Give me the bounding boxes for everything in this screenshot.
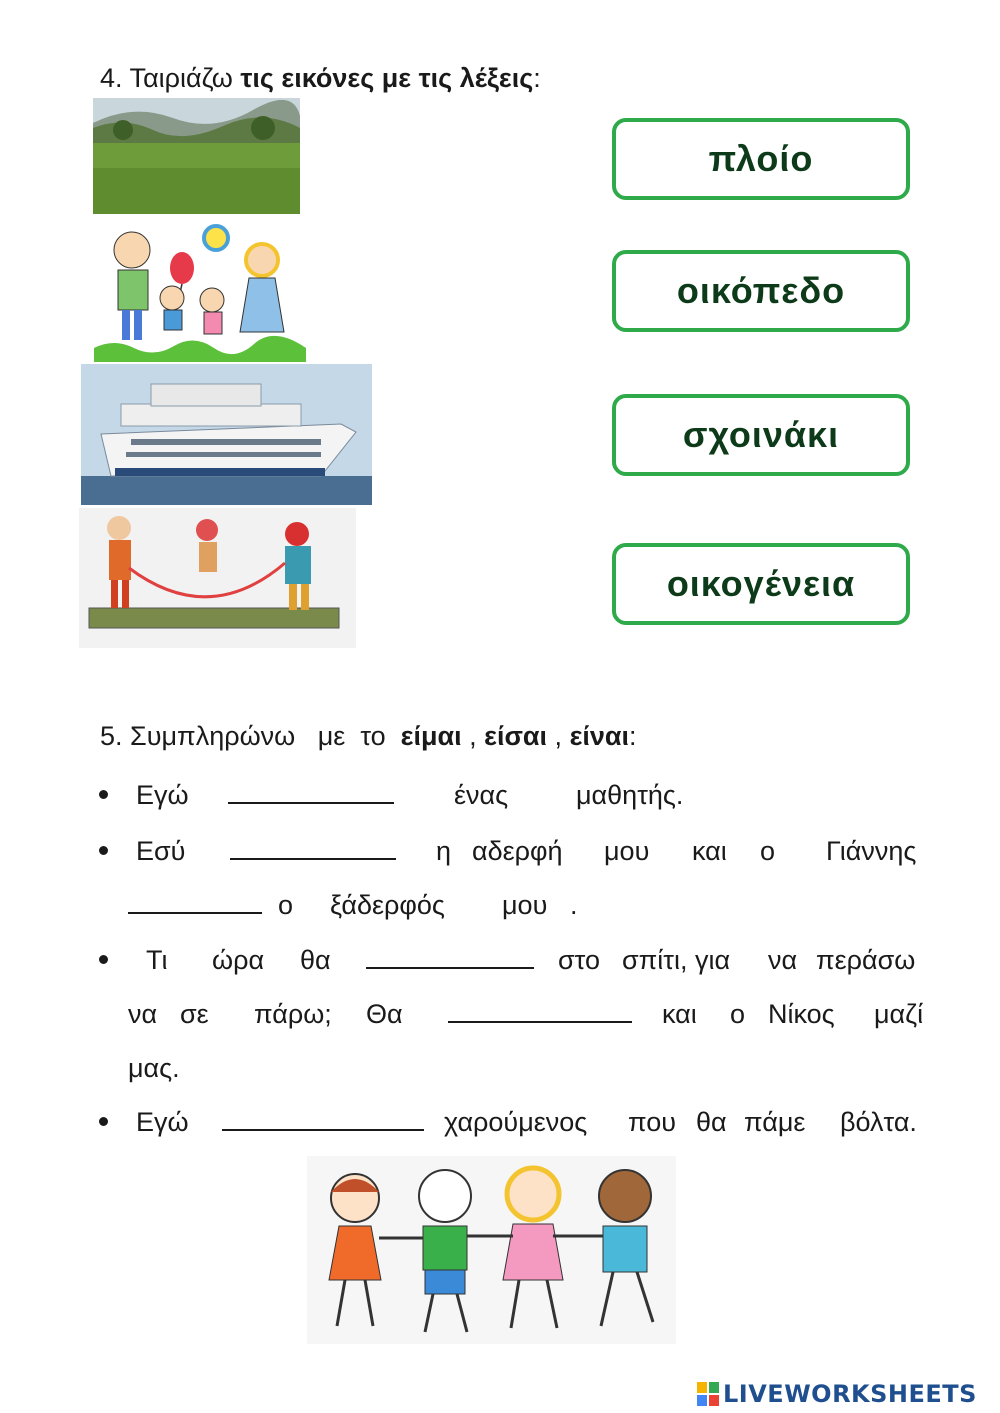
blank-6[interactable]	[222, 1105, 424, 1131]
liveworksheets-logo-icon	[697, 1382, 719, 1406]
exercise-4-bold-text: τις εικόνες με τις λέξεις	[240, 63, 534, 93]
exercise-5-text: Συμπληρώνω με το	[130, 721, 386, 751]
jump-rope-toy-photo[interactable]	[79, 508, 356, 648]
exercise-4-number: 4.	[100, 63, 123, 93]
word-box-sxoinaki[interactable]: σχοινάκι	[612, 394, 910, 476]
option-eisai: είσαι	[484, 721, 548, 751]
option-eimai: είμαι	[400, 721, 462, 751]
exercise-5-heading: 5. Συμπληρώνω με το είμαι , είσαι , είναι:	[100, 721, 637, 751]
sentence-4: Εγώ χαρούμενος που θα πάμε βόλτα.	[136, 1107, 917, 1137]
blank-5[interactable]	[448, 997, 632, 1023]
sentence-3-cont: να σε πάρω; Θα και ο Νίκος μαζί	[128, 999, 924, 1029]
exercise-4-text: Ταιριάζω	[129, 63, 233, 93]
word-box-oikopedo[interactable]: οικόπεδο	[612, 250, 910, 332]
meadow-photo[interactable]	[93, 98, 300, 214]
option-einai: είναι	[569, 721, 629, 751]
blank-2[interactable]	[230, 834, 396, 860]
sentence-3: Τι ώρα θα στο σπίτι, για να περάσω	[146, 945, 916, 975]
sentence-2: Εσύ η αδερφή μου και ο Γιάννης	[136, 836, 917, 866]
blank-4[interactable]	[366, 943, 534, 969]
family-drawing-photo[interactable]	[94, 220, 306, 362]
word-box-ploio[interactable]: πλοίο	[612, 118, 910, 200]
liveworksheets-logo-text: LIVEWORKSHEETS	[723, 1380, 977, 1408]
word-box-oikogeneia[interactable]: οικογένεια	[612, 543, 910, 625]
blank-3[interactable]	[128, 888, 262, 914]
sentence-3-end: μας.	[128, 1053, 180, 1083]
happy-kids-drawing	[307, 1156, 676, 1344]
liveworksheets-logo	[697, 1378, 993, 1410]
sentence-1: Εγώ ένας μαθητής.	[136, 780, 684, 810]
cruise-ship-photo[interactable]	[81, 364, 372, 505]
blank-1[interactable]	[228, 778, 394, 804]
sentence-2-cont: ο ξάδερφός μου .	[98, 888, 930, 928]
exercise-4-heading: 4. Ταιριάζω τις εικόνες με τις λέξεις:	[100, 63, 541, 93]
